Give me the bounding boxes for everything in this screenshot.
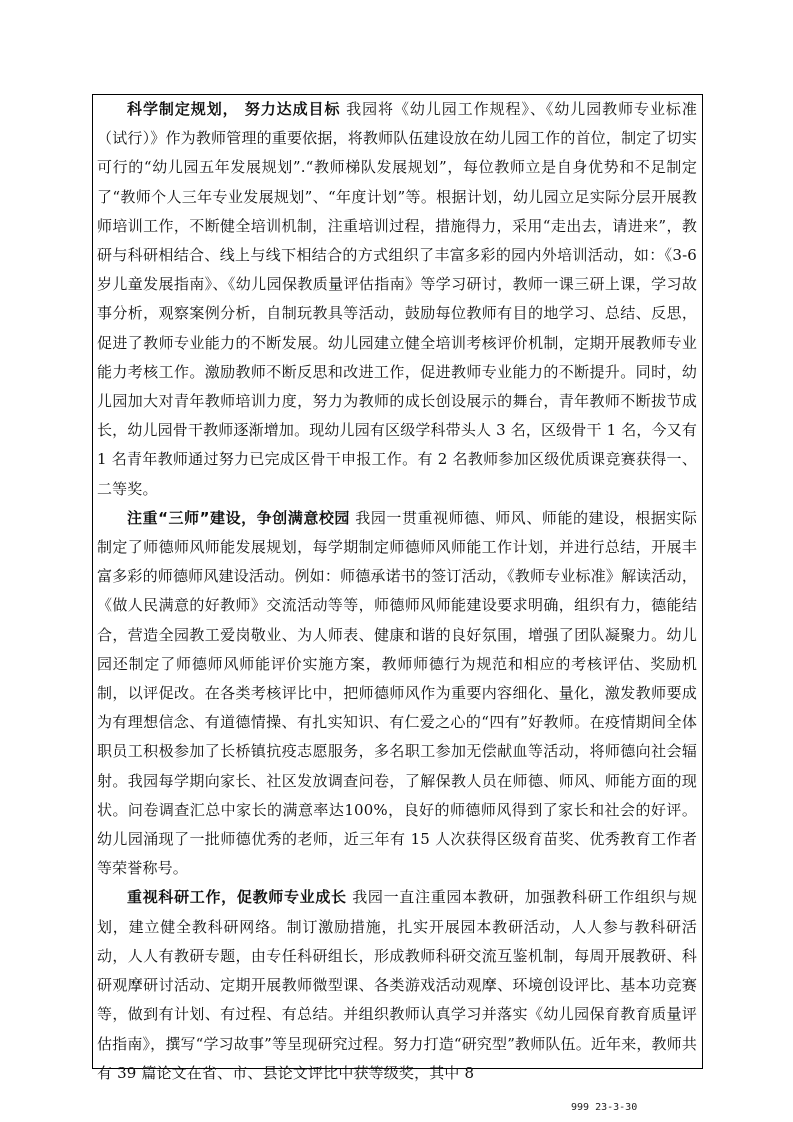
- page-footer: 999 23-3-30: [571, 1102, 638, 1113]
- section-text: 我园一贯重视师德、师风、师能的建设，根据实际制定了师德师风师能发展规划，每学期制定师德师风师能工作计划，并进行总结，开展丰富多彩的师德师风建设活动。例如：师德承诺书的签订活动，《教师专业标准》解读活动，《做人民满意的好教师》交流活动等等，师德师风师能建设要求明确，组织有力，德能结合，营造全园教工爱岗敬业、为人师表、健康和谐的良好氛围，增强了团队凝聚力。幼儿园还制定了师德师风师能评价实施方案，教师师德行为规范和相应的考核评估、奖励机制，以评促改。在各类考核评比中，把师德师风作为重要内容细化、量化，激发教师要成为有理想信念、有道德情操、有扎实知识、有仁爱之心的“四有”好教师。在疫情期间全体职员工积极参加了长桥镇抗疫志愿服务，多名职工参加无偿献血等活动，将师德向社会辐射。我园每学期向家长、社区发放调查问卷，了解保教人员在师德、师风、师能方面的现状。问卷调查汇总中家长的满意率达100%，良好的师德师风得到了家长和社会的好评。幼儿园涌现了一批师德优秀的老师，近三年有 15 人次获得区级育苗奖、优秀教育工作者等荣誉称号。: [97, 508, 697, 878]
- document-body: [97, 95, 697, 1088]
- section-heading: 注重“三师”建设，争创满意校园: [127, 508, 350, 527]
- section-heading: 科学制定规划， 努力达成目标: [127, 100, 341, 118]
- section-heading: 重视科研工作，促教师专业成长: [127, 888, 347, 907]
- document-frame: [92, 94, 703, 1082]
- section-three-teachers: [97, 504, 697, 884]
- section-text: 我园一直注重园本教研，加强教科研工作组织与规划，建立健全教科研网络。制订激励措施，扎实开展园本教研活动，人人参与教科研活动，人人有教研专题，由专任科研组长，形成教师科研交流互鉴机制，每周开展教研、科研观摩研讨活动、定期开展教师微型课、各类游戏活动观摩、环境创设评比、基本功竞赛等，做到有计划、有过程、有总结。并组织教师认真学习并落实《幼儿园保育教育质量评估指南》，撰写“学习故事”等呈现研究过程。努力打造“研究型”教师队伍。近年来，教师共有 39 篇论文在省、市、县论文评比中获等级奖，其中 8: [97, 888, 697, 1082]
- section-text: 我园将《幼儿园工作规程》、《幼儿园教师专业标准（试行）》作为教师管理的重要依据，将教师队伍建设放在幼儿园工作的首位，制定了切实可行的“幼儿园五年发展规划”.“教师梯队发展规划”，每位教师立是自身优势和不足制定了“教师个人三年专业发展规划”、“年度计划”等。根据计划，幼儿园立足实际分层开展教师培训工作，不断健全培训机制，注重培训过程，措施得力，采用“走出去，请进来”，教研与科研相结合、线上与线下相结合的方式组织了丰富多彩的园内外培训活动，如：《3-6 岁儿童发展指南》、《幼儿园保教质量评估指南》等学习研讨，教师一课三研上课，学习故事分析，观察案例分析，自制玩教具等活动，鼓励每位教师有目的地学习、总结、反思，促进了教师专业能力的不断发展。幼儿园建立健全培训考核评价机制，定期开展教师专业能力考核工作。激励教师不断反思和改进工作，促进教师专业能力的不断提升。同时，幼儿园加大对青年教师培训力度，努力为教师的成长创设展示的舞台，青年教师不断拔节成长，幼儿园骨干教师逐渐增加。现幼儿园有区级学科带头人 3 名，区级骨干 1 名，今又有 1 名青年教师通过努力已完成区骨干申报工作。有 2 名教师参加区级优质课竞赛获得一、二等奖。: [97, 100, 698, 498]
- section-research: [97, 883, 697, 1087]
- section-planning: [97, 95, 697, 504]
